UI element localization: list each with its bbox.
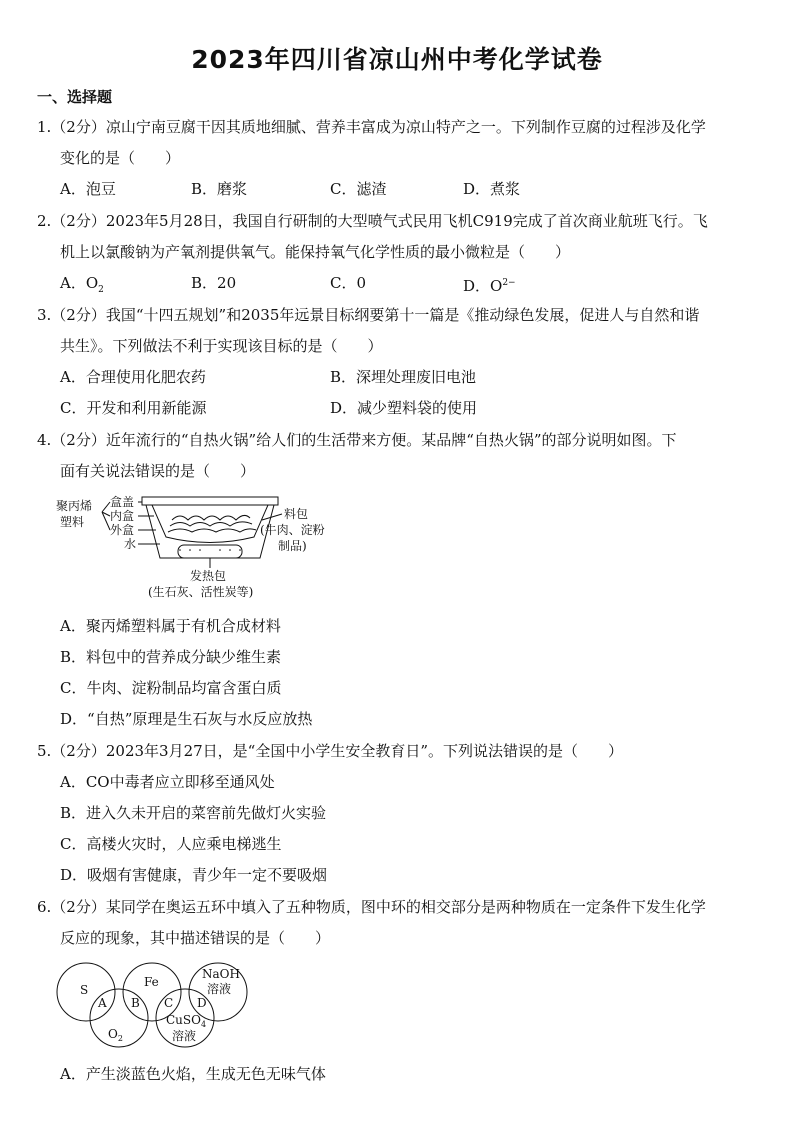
q3-option-b: B．深埋处理废旧电池 bbox=[330, 368, 477, 386]
q5-stem-line1: 5.（2分）2023年3月27日，是“全国中小学生安全教育日”。下列说法错误的是（ ） bbox=[37, 742, 623, 760]
q1-stem-line2: 变化的是（ ） bbox=[60, 149, 181, 167]
q5-option-d: D．吸烟有害健康，青少年一定不要吸烟 bbox=[60, 866, 328, 884]
fig-label-heating-content: (生石灰、活性炭等) bbox=[148, 585, 254, 599]
q4-option-d: D．“自热”原理是生石灰与水反应放热 bbox=[60, 710, 313, 728]
fig-label-heating-pack: 发热包 bbox=[190, 569, 227, 583]
q3-option-d: D．减少塑料袋的使用 bbox=[330, 399, 478, 417]
fig-label-seasoning-pack: 料包 bbox=[284, 507, 309, 521]
q1-option-c: C．滤渣 bbox=[330, 180, 387, 198]
q5-option-c: C．高楼火灾时，人应乘电梯逃生 bbox=[60, 835, 282, 853]
fig-label-water: 水 bbox=[124, 537, 137, 551]
intersection-label-d: D bbox=[197, 996, 207, 1010]
q4-stem-line2: 面有关说法错误的是（ ） bbox=[60, 462, 256, 480]
q2-option-b: B．20 bbox=[191, 274, 237, 292]
section-heading: 一、选择题 bbox=[37, 88, 113, 106]
q2-stem-line2: 机上以氯酸钠为产氧剂提供氧气。能保持氧气化学性质的最小微粒是（ ） bbox=[60, 243, 571, 261]
q2-stem-line1: 2.（2分）2023年5月28日，我国自行研制的大型喷气式民用飞机C919完成了首次商业航班飞行。飞 bbox=[37, 212, 708, 230]
q4-option-a: A．聚丙烯塑料属于有机合成材料 bbox=[60, 617, 281, 635]
q4-option-c: C．牛肉、淀粉制品均富含蛋白质 bbox=[60, 679, 282, 697]
intersection-label-c: C bbox=[164, 996, 174, 1010]
q6-stem-line2: 反应的现象，其中描述错误的是（ ） bbox=[60, 929, 331, 947]
fig-label-polypropylene: 聚丙烯 bbox=[56, 499, 93, 513]
fig-label-pack-content2: 制品) bbox=[278, 539, 307, 553]
q2-option-a: A．$O_2$ bbox=[60, 274, 104, 295]
ring-label-cuso4-solution: 溶液 bbox=[172, 1029, 197, 1043]
self-heating-hotpot-diagram bbox=[50, 490, 350, 605]
q6-stem-line1: 6.（2分）某同学在奥运五环中填入了五种物质，图中环的相交部分是两种物质在一定条件下发生化学 bbox=[37, 898, 706, 916]
q5-option-b: B．进入久未开启的菜窖前先做灯火实验 bbox=[60, 804, 327, 822]
fig-label-lid: 盒盖 bbox=[110, 495, 135, 509]
q4-stem-line1: 4.（2分）近年流行的“自热火锅”给人们的生活带来方便。某品牌“自热火锅”的部分说明如图。下 bbox=[37, 431, 677, 449]
ring-label-s: S bbox=[80, 983, 89, 997]
intersection-label-b: B bbox=[131, 996, 140, 1010]
ring-label-fe: Fe bbox=[144, 975, 159, 989]
q3-stem-line2: 共生》。下列做法不利于实现该目标的是（ ） bbox=[60, 337, 383, 355]
q1-option-a: A．泡豆 bbox=[60, 180, 116, 198]
ring-label-cuso4: CuSO$_4$ bbox=[166, 1013, 207, 1029]
q6-option-a: A．产生淡蓝色火焰，生成无色无味气体 bbox=[60, 1065, 326, 1083]
q1-stem-line1: 1.（2分）凉山宁南豆腐干因其质地细腻、营养丰富成为凉山特产之一。下列制作豆腐的过程涉及化学 bbox=[37, 118, 706, 136]
q4-option-b: B．料包中的营养成分缺少维生素 bbox=[60, 648, 282, 666]
fig-label-pack-content: (牛肉、淀粉 bbox=[260, 523, 325, 537]
intersection-label-a: A bbox=[98, 996, 107, 1010]
q3-option-a: A．合理使用化肥农药 bbox=[60, 368, 206, 386]
q2-option-c: C．0 bbox=[330, 274, 367, 292]
q2-option-d: D．$O^{2-}$ bbox=[463, 277, 516, 295]
olympic-rings-diagram bbox=[52, 958, 262, 1053]
ring-label-o2: $O_2$ bbox=[108, 1027, 123, 1043]
ring-label-naoh-solution: 溶液 bbox=[207, 982, 232, 996]
q3-option-c: C．开发和利用新能源 bbox=[60, 399, 207, 417]
q5-option-a: A．CO中毒者应立即移至通风处 bbox=[60, 773, 275, 791]
q1-option-d: D．煮浆 bbox=[463, 180, 521, 198]
q3-stem-line1: 3.（2分）我国“十四五规划”和2035年远景目标纲要第十一篇是《推动绿色发展，促进人与自然和谐 bbox=[37, 306, 700, 324]
fig-label-outer-box: 外盒 bbox=[110, 523, 135, 537]
fig-label-plastic: 塑料 bbox=[60, 515, 85, 529]
fig-label-inner-box: 内盒 bbox=[110, 509, 135, 523]
ring-label-naoh: NaOH bbox=[202, 967, 240, 981]
q1-option-b: B．磨浆 bbox=[191, 180, 248, 198]
page-title: 2023年四川省凉山州中考化学试卷 bbox=[191, 45, 603, 74]
